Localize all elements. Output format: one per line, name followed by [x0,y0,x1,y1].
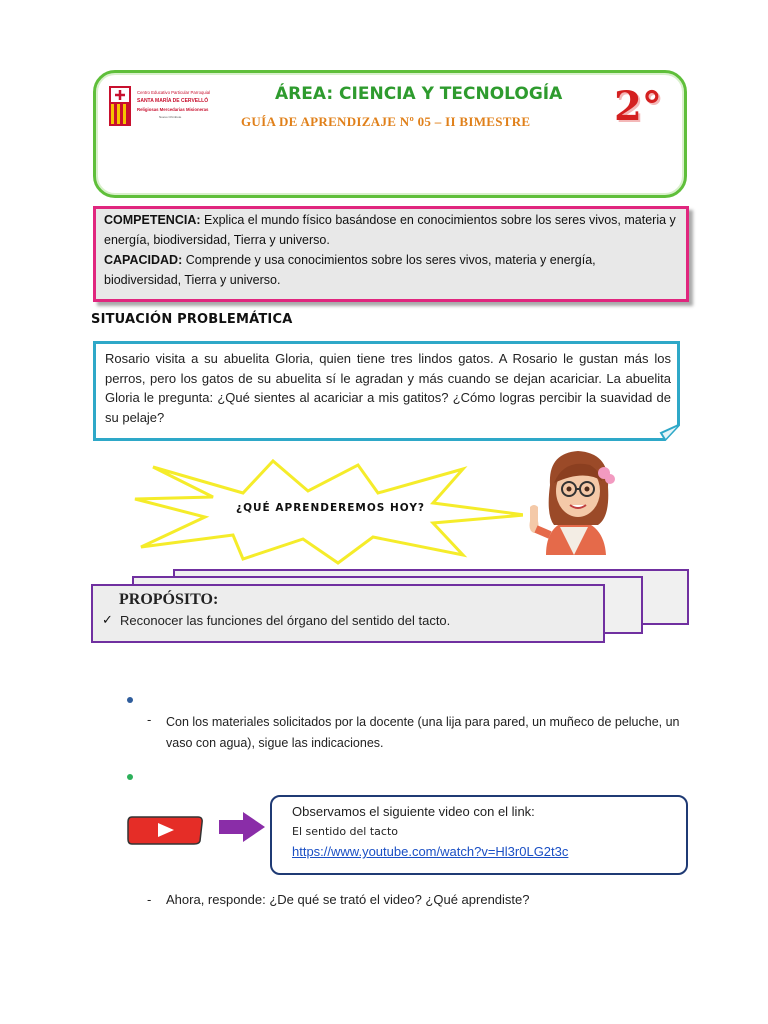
capacidad-label: CAPACIDAD: [104,253,183,267]
logo-line4: Nuevo Chimbote [159,115,182,119]
dash-2: - [147,892,152,907]
video-intro: Observamos el siguiente video con el link: [292,804,535,819]
competencia-text: Explica el mundo físico basándose en conocimientos sobre los seres vivos, materia y energía, biodiversidad, Tierra y universo. [104,213,676,247]
bullet-dot-1 [127,697,133,703]
logo-line2: SANTA MARÍA DE CERVELLÓ [137,98,209,104]
star-label: ¿QUÉ APRENDEREMOS HOY? [236,502,426,514]
grade-label: 2° [614,83,662,130]
capacidad-text: Comprende y usa conocimientos sobre los seres vivos, materia y energía, biodiversidad, Tierra y universo. [104,253,596,287]
proposito-text: Reconocer las funciones del órgano del sentido del tacto. [120,613,451,628]
logo-line1: Centro Educativo Particular Parroquial [137,90,211,95]
check-icon: ✓ [102,612,113,627]
logo-line3: Religiosas Mercedarias Misioneras [137,107,209,112]
video-title: El sentido del tacto [292,825,398,838]
proposito-title: PROPÓSITO: [119,591,219,608]
competencia-label: COMPETENCIA: [104,213,201,227]
school-logo [107,84,233,128]
teacher-avatar [524,445,624,557]
instruction-text: Con los materiales solicitados por la docente (una lija para pared, un muñeco de peluche, un vaso con agua), sigue las indicaciones. [166,715,680,750]
situacion-text: Rosario visita a su abuelita Gloria, quien tiene tres lindos gatos. A Rosario le gustan más los perros, pero los gatos de su abuelita sí le agradan y más cuando se dejan acariciar. La abuelita Gloria le pregunta: ¿Qué sientes al acariciar a mis gatitos? ¿Cómo logras percibir la suavidad de su pelaje? [105,351,671,425]
video-link[interactable]: https://www.youtube.com/watch?v=Hl3r0LG2t3c [292,844,569,859]
bullet-dot-2 [127,774,133,780]
guide-title: GUÍA DE APRENDIZAJE Nº 05 – II BIMESTRE [241,114,531,129]
dash-1: - [147,712,152,727]
area-title: ÁREA: CIENCIA Y TECNOLOGÍA [275,84,563,104]
youtube-icon [126,815,204,845]
question-text: Ahora, responde: ¿De qué se trató el video? ¿Qué aprendiste? [166,892,530,907]
competencia-text-block [104,210,676,290]
right-arrow-icon [217,811,267,843]
situacion-title: SITUACIÓN PROBLEMÁTICA [91,312,293,327]
